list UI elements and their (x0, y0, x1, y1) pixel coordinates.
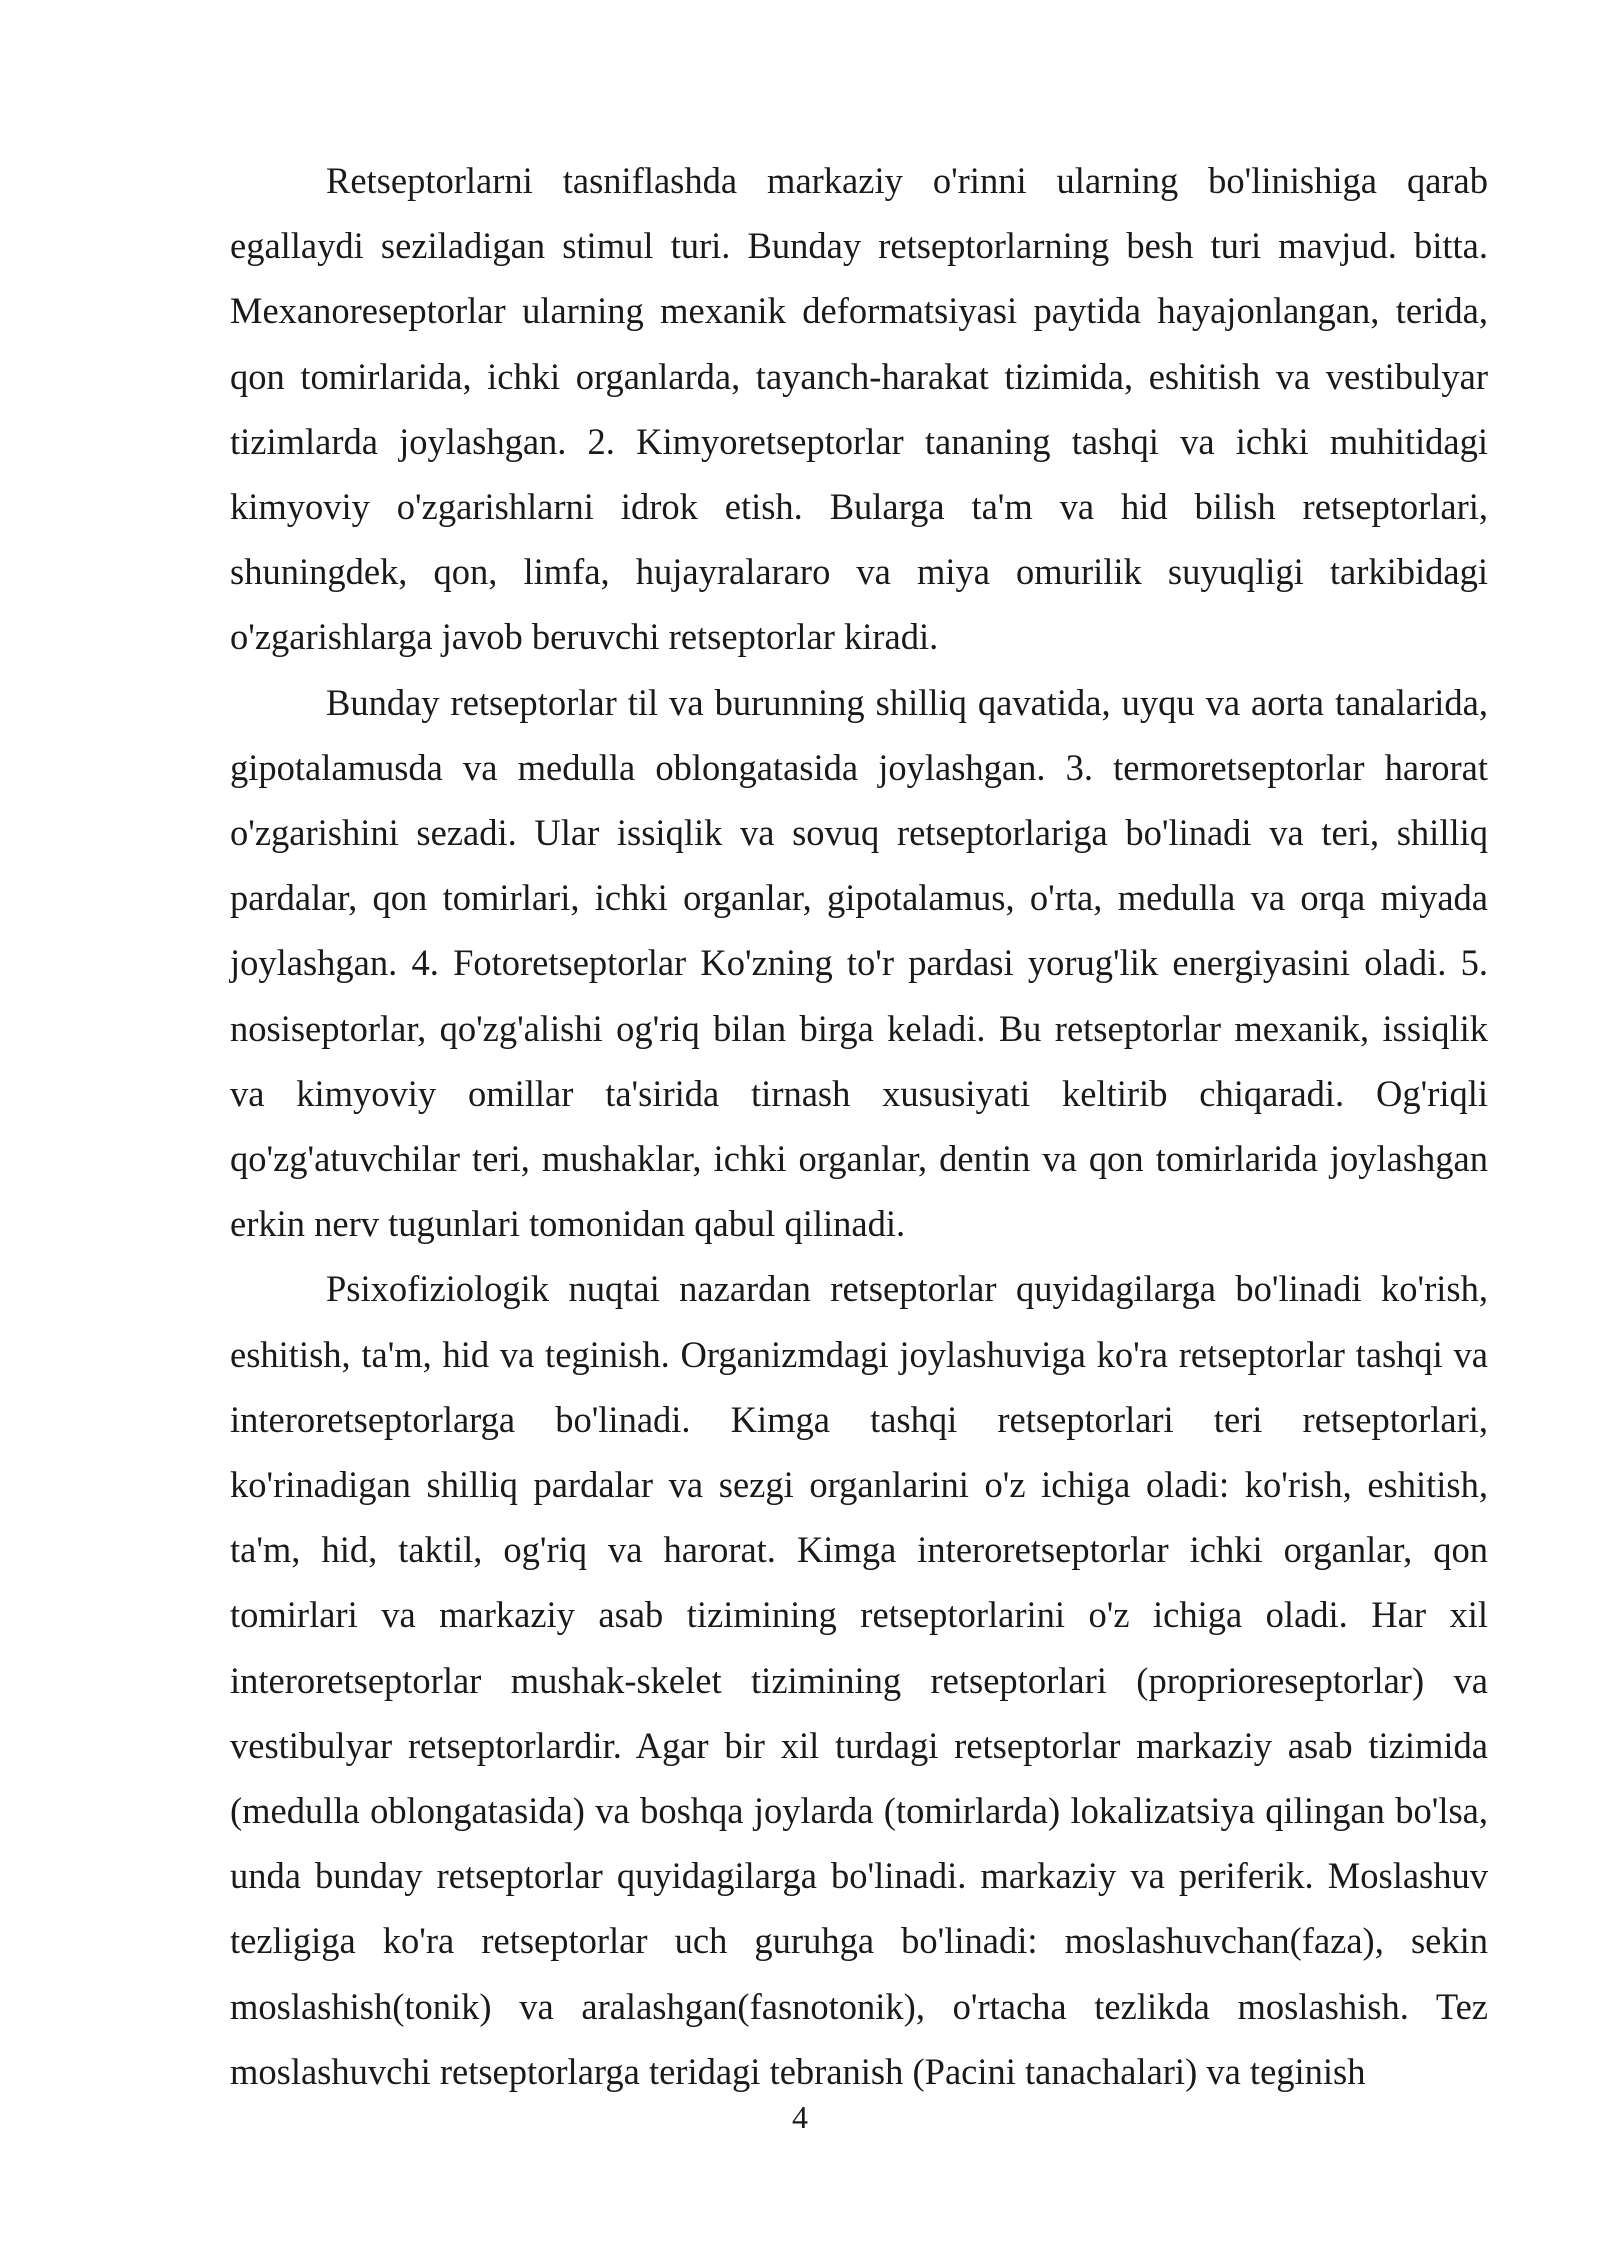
paragraph-2: Bunday retseptorlar til va burunning shilliq qavatida, uyqu va aorta tanalarida, gipotalamusda va medulla oblongatasida joylashgan. 3. termoretseptorlar harorat o'zgarishini sezadi. Ular issiqlik va sovuq retseptorlariga bo'linadi va teri, shilliq pardalar, qon tomirlari, ichki organlar, gipotalamus, o'rta, medulla va orqa miyada joylashgan. 4. Fotoretseptorlar Ko'zning to'r pardasi yorug'lik energiyasini oladi. 5. nosiseptorlar, qo'zg'alishi og'riq bilan birga keladi. Bu retseptorlar mexanik, issiqlik va kimyoviy omillar ta'sirida tirnash xususiyati keltirib chiqaradi. Og'riqli qo'zg'atuvchilar teri, mushaklar, ichki organlar, dentin va qon tomirlarida joylashgan erkin nerv tugunlari tomonidan qabul qilinadi. (230, 681, 1488, 1245)
body-text (230, 148, 1488, 2104)
page-number: 4 (792, 2099, 808, 2135)
paragraph-3: Psixofiziologik nuqtai nazardan retseptorlar quyidagilarga bo'linadi ko'rish, eshitish, ta'm, hid va teginish. Organizmdagi joylashuviga ko'ra retseptorlar tashqi va interoretseptorlarga bo'linadi. Kimga tashqi retseptorlari teri retseptorlari, ko'rinadigan shilliq pardalar va sezgi organlarini o'z ichiga oladi: ko'rish, eshitish, ta'm, hid, taktil, og'riq va harorat. Kimga interoretseptorlar ichki organlar, qon tomirlari va markaziy asab tizimining retseptorlarini o'z ichiga oladi. Har xil interoretseptorlar mushak-skelet tizimining retseptorlari (proprioreseptorlar) va vestibulyar retseptorlardir. Agar bir xil turdagi retseptorlar markaziy asab tizimida (medulla oblongatasida) va boshqa joylarda (tomirlarda) lokalizatsiya qilingan bo'lsa, unda bunday retseptorlar quyidagilarga bo'linadi. markaziy va periferik. Moslashuv tezligiga ko'ra retseptorlar uch guruhga bo'linadi: moslashuvchan(faza), sekin moslashish(tonik) va aralashgan(fasnotonik), o'rtacha tezlikda moslashish. Tez moslashuvchi retseptorlarga teridagi tebranish (Pacini tanachalari) va teginish (230, 1268, 1488, 2092)
paragraph-1: Retseptorlarni tasniflashda markaziy o'rinni ularning bo'linishiga qarab egallaydi seziladigan stimul turi. Bunday retseptorlarning besh turi mavjud. bitta. Mexanoreseptorlar ularning mexanik deformatsiyasi paytida hayajonlangan, terida, qon tomirlarida, ichki organlarda, tayanch-harakat tizimida, eshitish va vestibulyar tizimlarda joylashgan. 2. Kimyoretseptorlar tananing tashqi va ichki muhitidagi kimyoviy o'zgarishlarni idrok etish. Bularga ta'm va hid bilish retseptorlari, shuningdek, qon, limfa, hujayralararo va miya omurilik suyuqligi tarkibidagi o'zgarishlarga javob beruvchi retseptorlar kiradi. (230, 160, 1488, 658)
